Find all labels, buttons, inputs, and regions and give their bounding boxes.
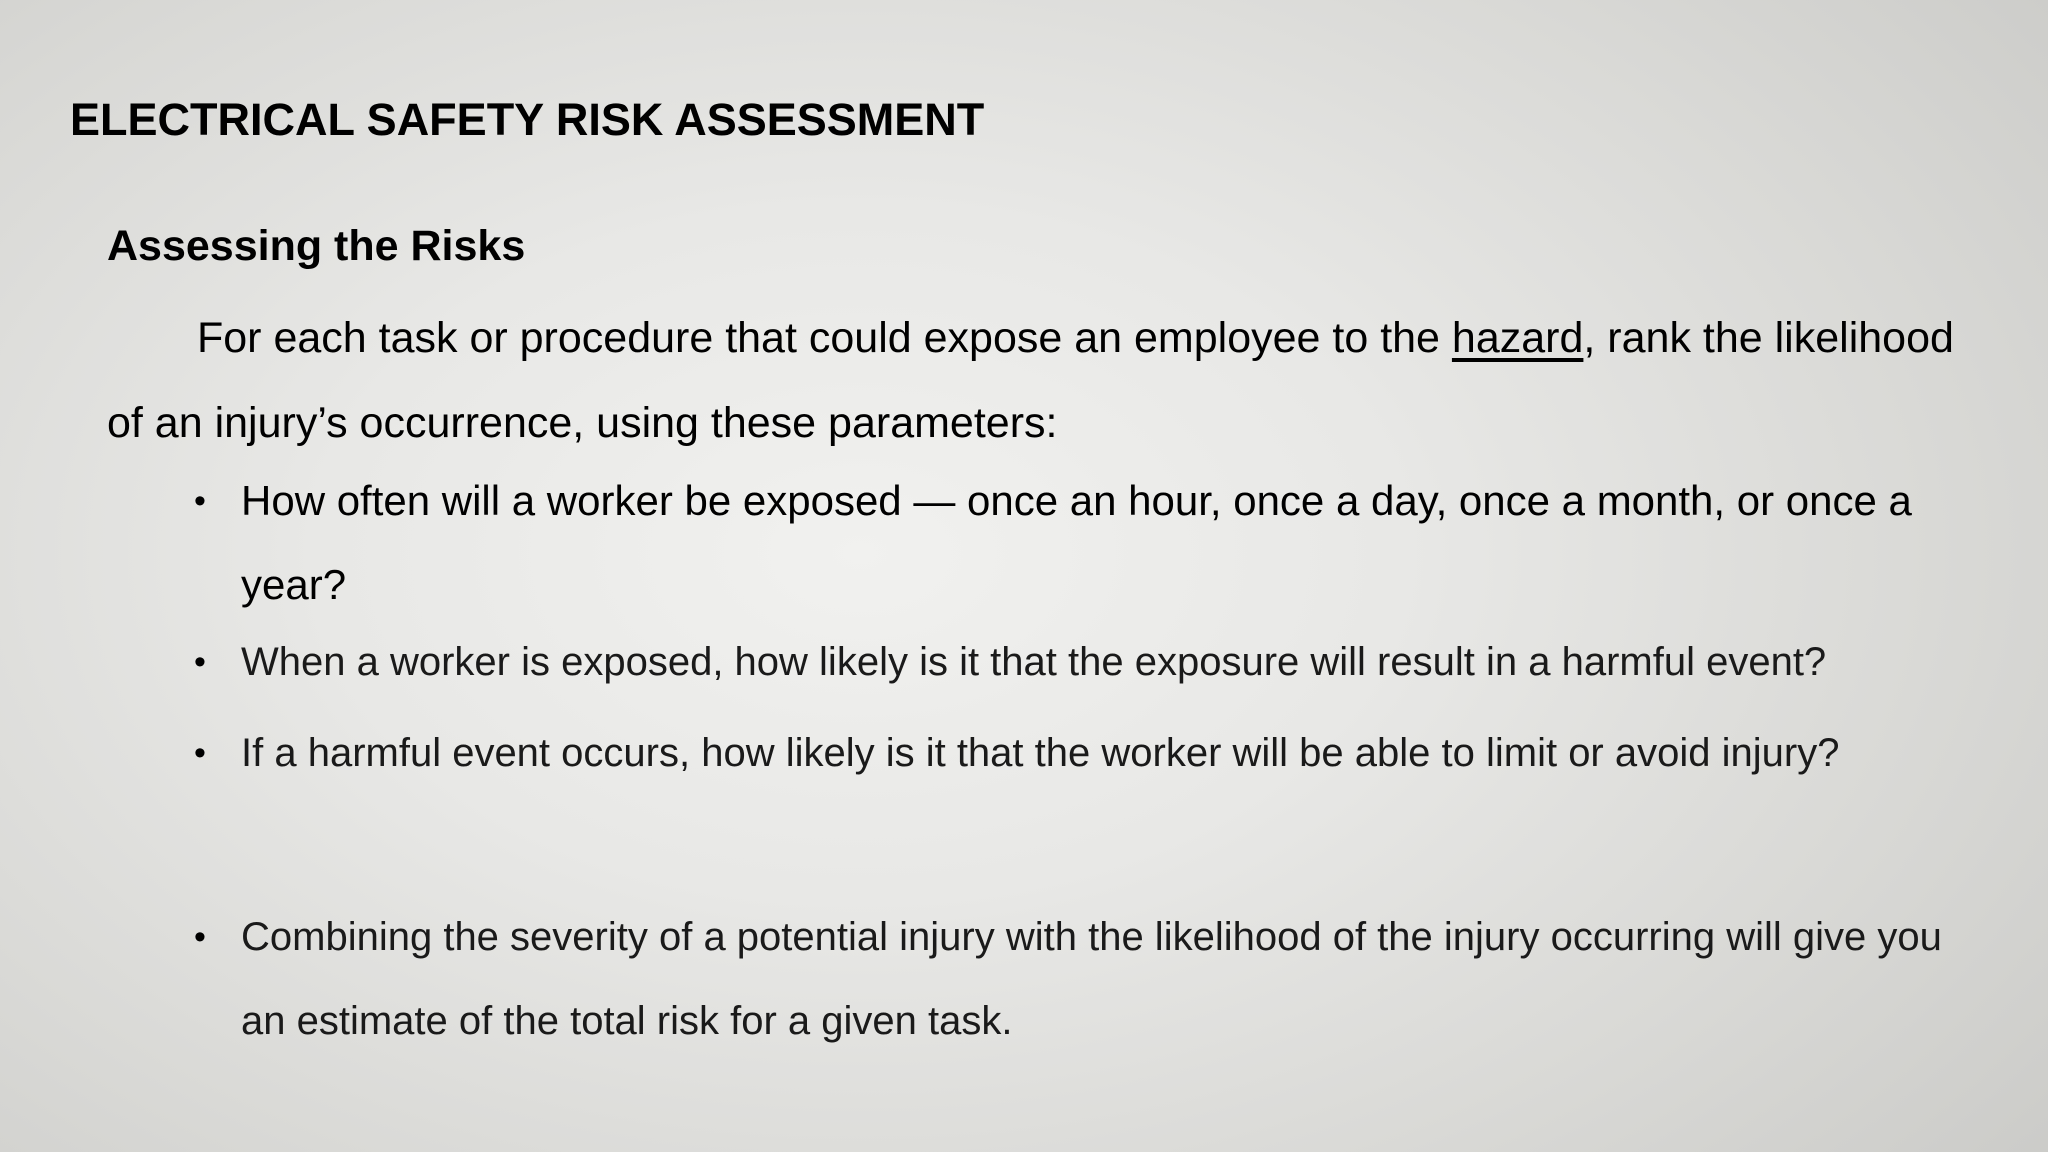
list-item-text: Combining the severity of a potential injury with the likelihood of the injury occurring will give you an estimate of the total risk for a given task. xyxy=(241,915,1942,1043)
bullet-icon: • xyxy=(194,643,206,681)
list-item-text: How often will a worker be exposed — once an hour, once a day, once a month, or once a year? xyxy=(241,477,1912,608)
hazard-link[interactable]: hazard xyxy=(1451,314,1584,362)
list-item-text: When a worker is exposed, how likely is it that the exposure will result in a harmful event? xyxy=(241,640,1827,684)
list-item xyxy=(194,711,1961,795)
section-heading: Assessing the Risks xyxy=(107,222,526,270)
list-item xyxy=(194,459,1961,627)
slide-title: ELECTRICAL SAFETY RISK ASSESSMENT xyxy=(70,94,985,145)
intro-text-end: , rank the likelihood of an injury’s occurrence, using these parameters: xyxy=(107,314,1954,447)
intro-paragraph xyxy=(107,296,1987,466)
list-item xyxy=(194,620,1961,704)
list-item xyxy=(194,895,1961,1063)
bullet-icon: • xyxy=(194,734,206,772)
intro-text-start: For each task or procedure that could expose an employee to the xyxy=(197,314,1452,362)
list-item-text: If a harmful event occurs, how likely is it that the worker will be able to limit or avoid injury? xyxy=(241,731,1840,775)
bullet-icon: • xyxy=(194,918,206,956)
bullet-icon: • xyxy=(194,482,206,520)
